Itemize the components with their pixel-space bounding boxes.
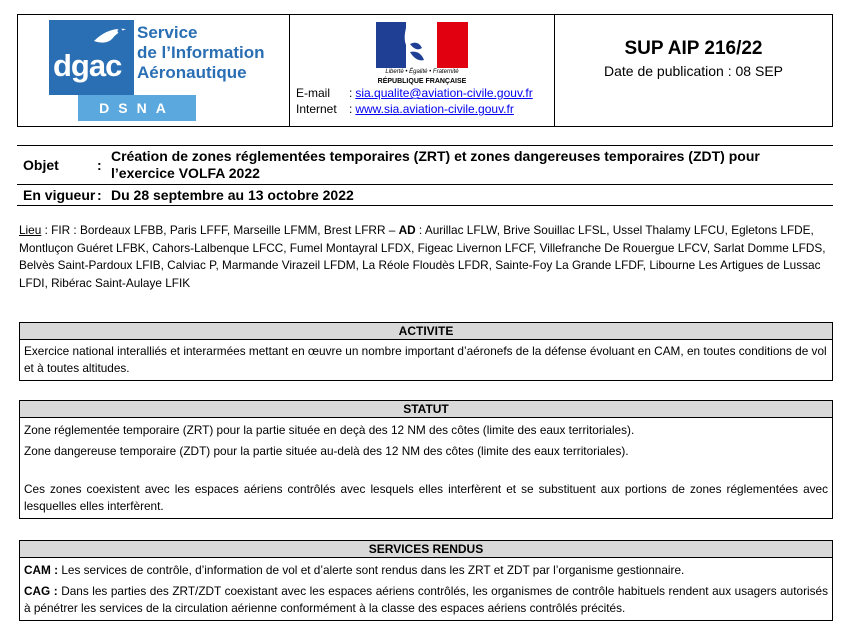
objet-line-2: l’exercice VOLFA 2022 [111,165,260,181]
cag-label: CAG : [24,584,58,598]
objet-label: Objet [23,157,59,173]
internet-link[interactable]: www.sia.aviation-civile.gouv.fr [355,102,514,116]
email-row [296,86,533,100]
objet-value [111,148,833,182]
email-link[interactable]: sia.qualite@aviation-civile.gouv.fr [355,86,533,100]
sup-cell [555,15,832,126]
cag-paragraph [24,583,828,617]
marianne-flag-icon [376,22,468,68]
objet-line-1: Création de zones réglementées temporaires (ZRT) et zones dangereuses temporaires (ZDT) pour [111,148,760,164]
rf-motto: Liberté • Égalité • Fraternité [385,69,459,75]
internet-row [296,102,514,116]
document-header [17,14,833,127]
internet-colon: : [349,102,353,116]
sia-line-2: de l’Information [137,43,265,62]
activite-body [20,340,832,380]
vigueur-label: En vigueur [23,187,96,203]
objet-colon: : [97,157,102,173]
rf-name: RÉPUBLIQUE FRANÇAISE [377,78,467,85]
vigueur-value: Du 28 septembre au 13 octobre 2022 [111,187,354,203]
vigueur-row [17,185,833,206]
dgac-logo-cell [18,15,290,126]
email-label: E-mail [296,86,331,100]
contact-cell [290,15,555,126]
sup-title: SUP AIP 216/22 [624,38,763,59]
services-title: SERVICES RENDUS [20,541,832,558]
cam-label: CAM : [24,563,59,577]
objet-row [17,145,833,185]
activite-text: Exercice national interalliés et interarmées mettant en œuvre un nombre important d’aéronefs de la défense évoluant en CAM, en toutes conditions de vol et à toutes altitudes. [24,344,827,375]
internet-label: Internet [296,102,337,116]
lieu-paragraph [19,222,834,292]
statut-title: STATUT [20,401,832,418]
objet-block [17,145,833,206]
services-body [20,558,832,620]
activite-title: ACTIVITE [20,323,832,340]
statut-section [19,400,833,519]
services-section [19,540,833,621]
sup-date: Date de publication : 08 SEP [603,63,783,79]
cag-text: Dans les parties des ZRT/ZDT coexistant avec les espaces aériens contrôlés, les organismes de contrôle habituels rendent aux usagers autorisés à pénétrer les services de la circulation aérienne conformément à la classe des espaces aériens contrôlés précités. [24,584,828,615]
statut-line-2: Zone dangereuse temporaire (ZDT) pour la partie située au-delà des 12 NM des côtes (limite des eaux territoriales). [24,444,629,458]
lieu-label: Lieu [19,223,42,237]
sia-line-3: Aéronautique [137,63,247,82]
statut-line-3: Ces zones coexistent avec les espaces aériens contrôlés avec lesquels elles interfèrent et se substituent aux portions de zones réglementées avec lesquelles elles interfèrent. [24,482,828,513]
lieu-text-1: : FIR : Bordeaux LFBB, Paris LFFF, Marseille LFMM, Brest LFRR – [41,223,399,237]
sia-line-1: Service [137,23,198,42]
statut-body [20,418,832,518]
dgac-logo-text: dgac [53,48,122,83]
lieu-text-2: : Aurillac LFLW, Brive Souillac LFSL, Ussel Thalamy LFCU, Egletons LFDE, Montluçon Guéret LFBK, Cahors-Lalbenque LFCC, Fumel Montayral LFDX, Figeac Livernon LFCF, Villefranche De Rouergue LFCV, Sarlat Domme LFDS, Belvès Saint-Pardoux LFIB, Calviac P, Marmande Virazeil LFDM, La Réole Floudès LFDR, Sainte-Foy La Grande LFDF, Libourne Les Artigues de Lussac LFDI, Ribérac Saint-Aulaye LFIK [19,223,826,290]
republique-francaise-logo [376,22,468,88]
cam-text: Les services de contrôle, d’information de vol et d’alerte sont rendus dans les ZRT et ZDT par l’organisme gestionnaire. [58,563,685,577]
statut-line-1: Zone réglementée temporaire (ZRT) pour la partie située en deçà des 12 NM des côtes (limite des eaux territoriales). [24,423,635,437]
email-colon: : [349,86,353,100]
plane-icon [90,25,130,49]
activite-section [19,322,833,381]
lieu-ad: AD [398,223,416,237]
vigueur-colon: : [97,187,102,203]
cam-paragraph [24,562,828,579]
sia-title [137,23,265,83]
dsna-bar: DSNA [78,95,196,121]
